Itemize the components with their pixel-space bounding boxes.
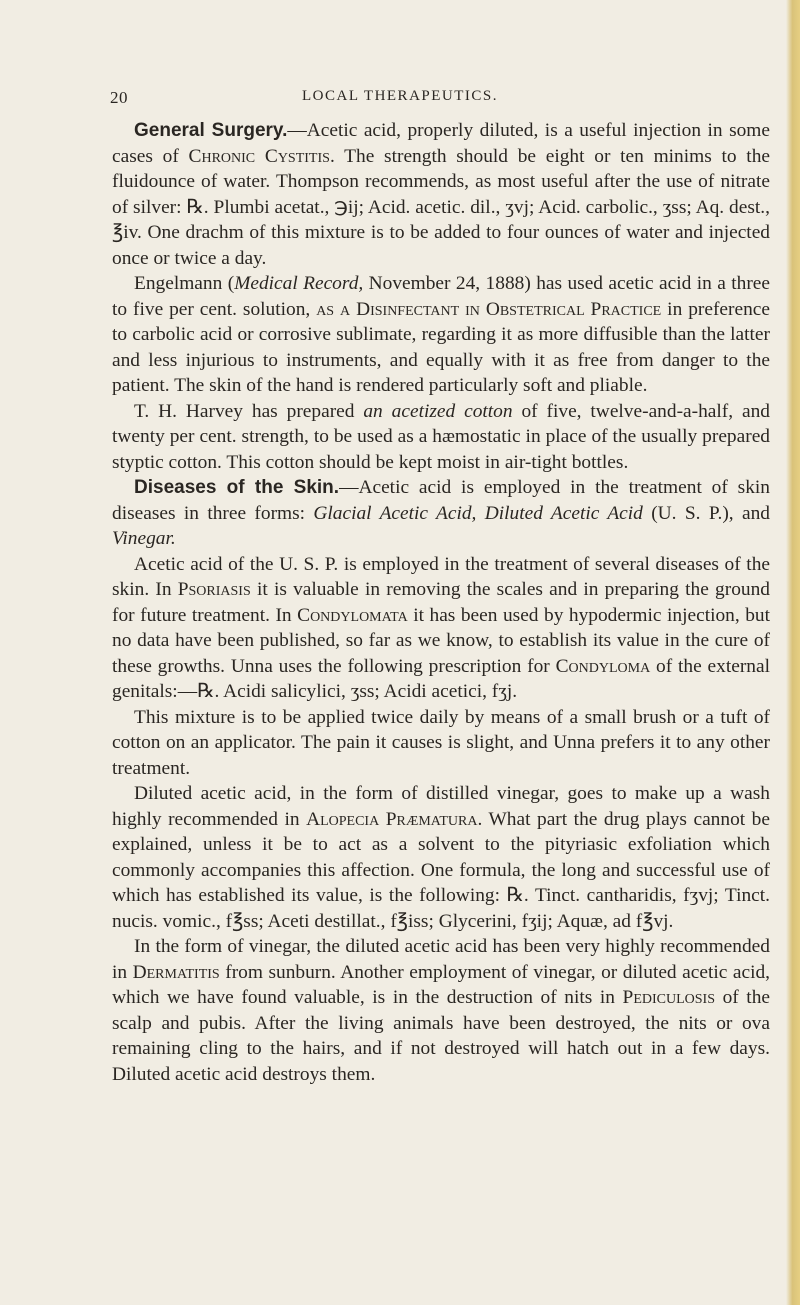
text-run: Acetic acid of the U. S. P. is employed in the treatment of several diseases of the skin. In <box>112 553 770 600</box>
text-run: from sunburn. Another employment of vinegar, or diluted acetic acid, which we have found valuable, is in the destruction of nits in <box>112 961 771 1008</box>
text-run: —Acetic acid, properly diluted, is a useful injection in some cases of <box>112 120 770 167</box>
paragraph-unna-application: This mixture is to be applied twice daily by means of a small brush or a tuft of cotton on an applicator. The pain it causes is slight, and Unna prefers it to any other treatment. <box>112 706 770 779</box>
italic-citation: Medical Record, <box>234 273 364 294</box>
text-run: November 24, 1888) has used acetic acid in a three to five per cent. solution, <box>112 273 770 320</box>
small-caps-term: Psoriasis <box>177 579 251 600</box>
text-run: T. H. Harvey has prepared <box>134 400 364 422</box>
paragraph-alopecia <box>112 781 770 934</box>
text-run: of the external genitals:—℞. Acidi salicylici, ʒss; Acidi acetici, fʒj. <box>112 655 771 702</box>
text-run: it is valuable in removing the scales and in preparing the ground for future treatment. In <box>112 579 770 626</box>
paragraph-psoriasis <box>112 552 770 705</box>
page-number: 20 <box>110 88 128 107</box>
running-head: LOCAL THERAPEUTICS. <box>301 88 498 104</box>
paragraph-engelmann <box>112 271 770 399</box>
small-caps-term: Condylomata <box>297 604 408 626</box>
italic-term: an acetized cotton <box>363 400 513 422</box>
italic-term: Glacial Acetic Acid, Diluted Acetic Acid <box>313 502 643 524</box>
small-caps-term: Pediculosis <box>622 987 715 1008</box>
paragraph-general-surgery <box>112 118 770 271</box>
text-run: —Acetic acid is employed in the treatment of skin diseases in three forms: <box>112 477 770 524</box>
text-run: of the scalp and pubis. After the living animals have been destroyed, the nits or ova remaining cling to the hairs, and if not destroyed will hatch out in a few days. Diluted acetic acid destroys them. <box>112 987 770 1085</box>
text-run: (U. S. P.), and <box>642 502 770 524</box>
text-run: Engelmann ( <box>134 273 235 294</box>
small-caps-term: Dermatitis <box>132 961 220 983</box>
small-caps-term: Chronic Cystitis <box>188 145 330 167</box>
page-edge <box>786 0 800 1305</box>
section-heading: Diseases of the Skin. <box>134 477 340 498</box>
text-run: it has been used by hypodermic injection, but no data have been published, so far as we know, to establish its value in the cure of these growths. Unna uses the following prescription for <box>112 604 770 677</box>
italic-term: Vinegar. <box>112 528 176 549</box>
small-caps-term: Alopecia Præmatura <box>306 808 478 830</box>
text-run: . The strength should be eight or ten minims to the fluidounce of water. Thompson recommends, as most useful after the use of nitrate of silver: ℞. Plumbi acetat., ℈ij; Acid. acetic. dil., ʒvj; Acid. carbolic., ʒss; Aq. dest., ℥iv. One drachm of this mixture is to be added to four ounces of water and injected once or twice a day. <box>112 145 770 269</box>
paragraph-diseases-of-skin <box>112 475 770 552</box>
text-run: In the form of vinegar, the diluted acetic acid has been very highly recommended in <box>112 936 770 983</box>
text-run: . What part the drug plays cannot be explained, unless it be to act as a solvent to the pityriasic exfoliation which commonly accompanies this affection. One formula, the long and successful use of which has established its value, is the following: ℞. Tinct. cantharidis, fʒvj; Tinct. nucis. vomic., f℥ss; Aceti destillat., f℥iss; Glycerini, fʒij; Aquæ, ad f℥vj. <box>112 808 770 932</box>
paragraph-harvey <box>112 399 770 476</box>
text-run: Diluted acetic acid, in the form of distilled vinegar, goes to make up a wash highly recommended in <box>112 783 770 830</box>
section-heading: General Surgery. <box>134 120 288 141</box>
paragraph-dermatitis <box>112 934 770 1087</box>
small-caps-term: Condyloma <box>555 655 651 677</box>
small-caps-term: as a Disinfectant in Obstetrical Practice <box>316 298 662 320</box>
page-body <box>112 118 770 1087</box>
text-run: in preference to carbolic acid or corrosive sublimate, regarding it as more diffusible than the latter and less injurious to instruments, and equally with it as free from danger to the patient. The skin of the hand is rendered particularly soft and pliable. <box>112 298 770 396</box>
text-run: of five, twelve-and-a-half, and twenty per cent. strength, to be used as a hæmostatic in place of the usually prepared styptic cotton. This cotton should be kept moist in air-tight bottles. <box>112 400 770 473</box>
